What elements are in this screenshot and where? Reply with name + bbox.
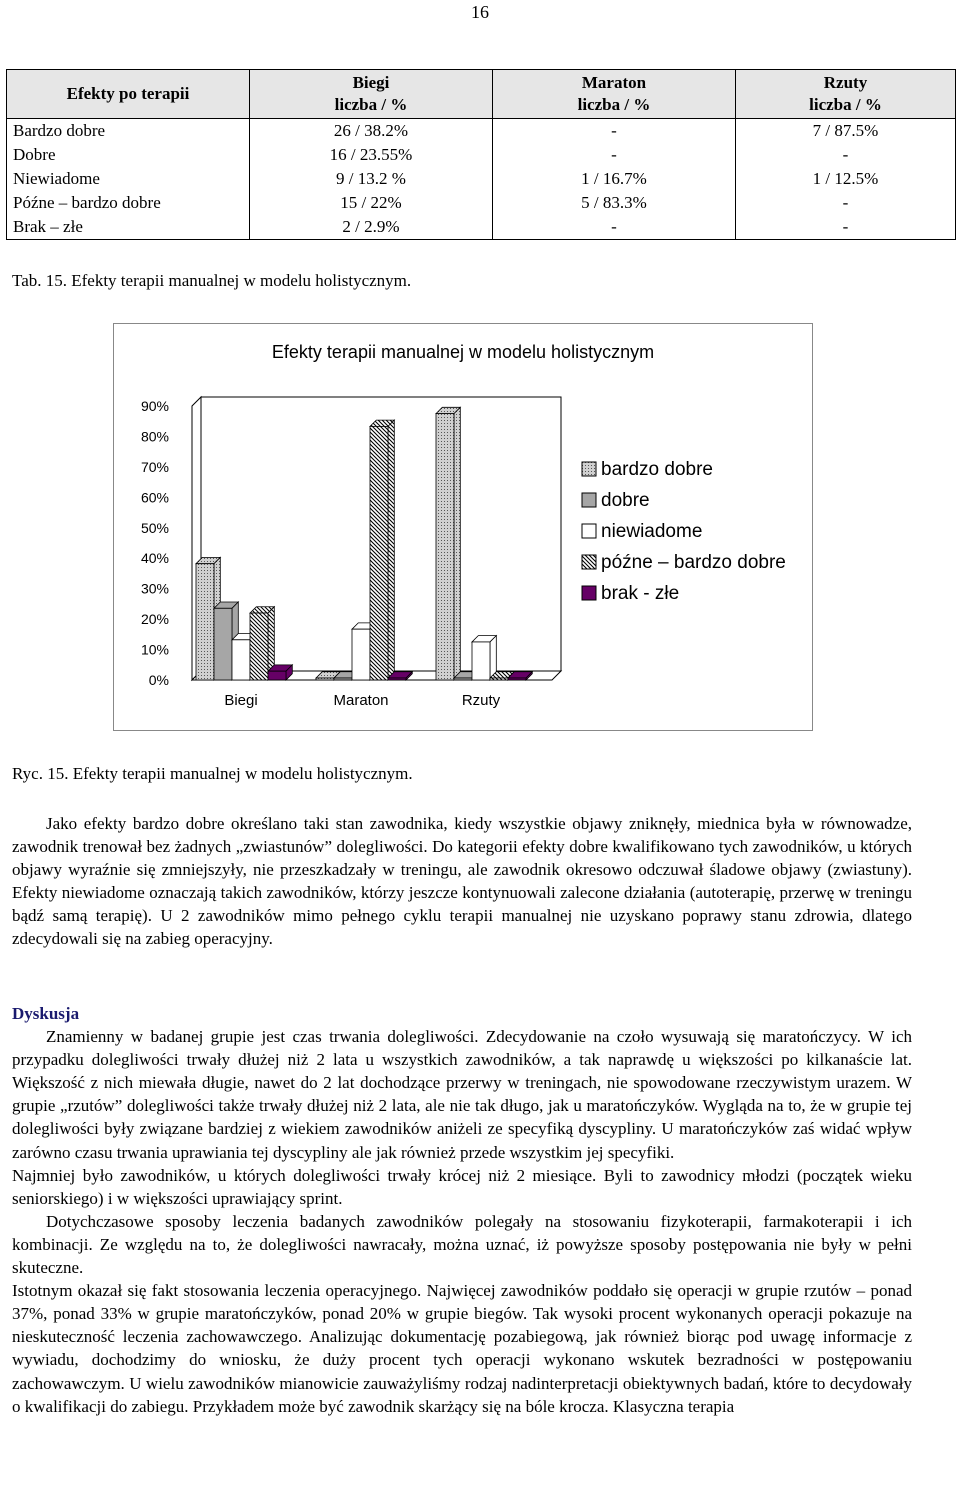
- table-cell: 1 / 12.5%: [736, 167, 956, 191]
- bar: [250, 613, 268, 680]
- table-cell: Bardzo dobre: [7, 119, 250, 144]
- chart-title: Efekty terapii manualnej w modelu holistycznym: [271, 342, 655, 362]
- table-cell: 16 / 23.55%: [250, 143, 493, 167]
- table-row: [7, 215, 956, 240]
- results-table: [6, 69, 956, 240]
- header-line: liczba / %: [577, 95, 651, 114]
- table-row: [7, 191, 956, 215]
- y-tick-label: 20%: [140, 611, 169, 628]
- table-caption: Tab. 15. Efekty terapii manualnej w modelu holistycznym.: [12, 271, 412, 290]
- table-cell: Późne – bardzo dobre: [7, 191, 250, 215]
- bar: [370, 426, 388, 680]
- table-row: [7, 167, 956, 191]
- legend-swatch: [582, 524, 596, 538]
- table-row: [7, 119, 956, 144]
- table-cell: 5 / 83.3%: [493, 191, 736, 215]
- table-header-cell: [736, 70, 956, 119]
- discussion-paragraph: Istotnym okazał się fakt stosowania leczenia operacyjnego. Najwięcej zawodników poddało się operacji w grupie rzutów – ponad 37%, ponad 33% w grupie maratończyków, ponad 20% w grupie biegów. Tak wysoki procent wykonanych operacji pokazuje na nieskuteczność leczenia zachowawczego. Analizując dokumentację pozabiegową, jak również biorąc pod uwagę informacje z wywiadu, dochodzimy do wniosku, że duży procent tych operacji wykonano wskutek bezradności w postępowaniu zachowawczym. U wielu zawodników mianowicie zauważyliśmy rodzaj nadinterpretacji obiektywnych badań, które to decydowały o kwalifikacji do zabiegu. Przykładem może być zawodnik skarżący się na bóle krocza. Klasyczna terapia: [12, 1281, 912, 1416]
- header-line: liczba / %: [809, 95, 882, 114]
- table-cell: Brak – złe: [7, 215, 250, 240]
- discussion-paragraph: Najmniej było zawodników, u których dolegliwości trwały krócej niż 2 miesiące. Byli to zawodnicy młodzi (początek wieku seniorskiego) i w większości uprawiający sprint.: [12, 1165, 912, 1208]
- y-tick-label: 10%: [140, 641, 169, 658]
- y-tick-label: 90%: [140, 398, 169, 414]
- bar: [334, 678, 352, 680]
- header-line: Maraton: [581, 73, 647, 92]
- y-tick-label: 0%: [148, 672, 169, 688]
- table-header-cell: [250, 70, 493, 119]
- bar-chart: [114, 324, 812, 730]
- x-tick-label: Biegi: [224, 692, 258, 709]
- y-tick-label: 60%: [140, 489, 169, 506]
- figure-caption: Ryc. 15. Efekty terapii manualnej w modelu holistycznym.: [12, 764, 413, 783]
- y-tick-label: 70%: [140, 458, 169, 475]
- legend-swatch: [582, 462, 596, 476]
- legend-label: brak - złe: [601, 583, 680, 604]
- header-line: Rzuty: [823, 73, 868, 92]
- table-cell: Niewiadome: [7, 167, 250, 191]
- page-number: 16: [471, 2, 489, 22]
- table-cell: 15 / 22%: [250, 191, 493, 215]
- table-header-cell: [493, 70, 736, 119]
- legend-label: dobre: [601, 490, 650, 511]
- bar: [214, 608, 232, 680]
- discussion-heading: Dyskusja: [12, 1004, 80, 1023]
- bar: [196, 564, 214, 680]
- y-tick-label: 80%: [140, 428, 169, 445]
- table-cell: 26 / 38.2%: [250, 119, 493, 144]
- chart-container: [113, 323, 813, 731]
- table-header-row: [7, 70, 956, 119]
- bar: [436, 414, 454, 680]
- header-line: liczba / %: [334, 95, 408, 114]
- table-row: [7, 143, 956, 167]
- table-cell: 1 / 16.7%: [493, 167, 736, 191]
- table-cell: 9 / 13.2 %: [250, 167, 493, 191]
- legend-swatch: [582, 493, 596, 507]
- table-header-cell: [7, 70, 250, 119]
- table-cell: 2 / 2.9%: [250, 215, 493, 240]
- legend-swatch: [582, 586, 596, 600]
- bar: [352, 629, 370, 680]
- y-tick-label: 30%: [140, 580, 169, 597]
- discussion-section: [12, 1002, 912, 1418]
- bar: [232, 640, 250, 680]
- legend-label: późne – bardzo dobre: [601, 552, 786, 573]
- legend-swatch: [582, 555, 596, 569]
- table-cell: -: [736, 191, 956, 215]
- bar: [490, 678, 508, 680]
- bar-side-face: [388, 420, 394, 680]
- x-tick-label: Rzuty: [461, 692, 501, 709]
- table-cell: -: [493, 215, 736, 240]
- bar: [454, 678, 472, 680]
- bar: [268, 671, 286, 680]
- legend-label: bardzo dobre: [601, 459, 713, 480]
- discussion-paragraph: Znamienny w badanej grupie jest czas trwania dolegliwości. Zdecydowanie na czoło wysuwają się maratończycy. W ich przypadku dolegliwości trwały dłużej niż 2 lata u wszystkich zawodników, a tak naprawdę u większości po kilkanaście lat. Większość z nich miewała długie, nawet do 2 lat dochodzące przerwy w treningach, nie spowodowane rzeczywistym urazem. W grupie „rzutów” dolegliwości także trwały dłużej niż 2 lata, ale nie tak długo, jak u maratończyków. Wygląda na to, że w grupie tej dolegliwości były związane bardziej z wiekiem zawodników aniżeli ze specyfiką dyscypliny. U maratończyków zaś widać wpływ zarówno czasu trwania uprawiania tej dyscypliny ale jak również przede wszystkim jej specyfiki.: [12, 1027, 912, 1162]
- header-line: Biegi: [352, 73, 390, 92]
- bar: [472, 642, 490, 680]
- table-cell: 7 / 87.5%: [736, 119, 956, 144]
- table-cell: -: [493, 119, 736, 144]
- header-line: Efekty po terapii: [66, 84, 190, 103]
- bar: [508, 678, 526, 680]
- table-cell: -: [736, 143, 956, 167]
- discussion-paragraph: Dotychczasowe sposoby leczenia badanych zawodników polegały na stosowaniu fizykoterapii, farmakoterapii i ich kombinacji. Ze względu na to, że dolegliwości nawracały, można uznać, iż powyższe sposoby postępowania nie były w pełni skuteczne.: [12, 1211, 912, 1278]
- y-tick-label: 40%: [140, 550, 169, 567]
- table-cell: -: [493, 143, 736, 167]
- y-tick-label: 50%: [140, 519, 169, 536]
- legend-label: niewiadome: [601, 521, 703, 542]
- x-tick-label: Maraton: [333, 692, 389, 709]
- results-paragraph: Jako efekty bardzo dobre określano taki stan zawodnika, kiedy wszystkie objawy zniknęły, miednica była w równowadze, zawodnik trenował bez żadnych „zwiastunów” dolegliwości. Do kategorii efekty dobre kwalifikowano tych zawodników, u których objawy wyraźnie się zmniejszyły, nie przeszkadzały w treningu, ale zawodnik okresowo odczuwał śladowe objawy (zwiastuny). Efekty niewiadome oznaczają takich zawodników, którzy jeszcze kontynuowali zalecone działania (autoterapię, przerwę w treningu bądź samą terapię). U 2 zawodników mimo pełnego cyklu terapii manualnej nie uzyskano poprawy stanu zdrowia, dlatego zdecydowali się na zabieg operacyjny.: [12, 814, 912, 949]
- results-text-block: [12, 812, 912, 951]
- bar: [316, 678, 334, 680]
- table-cell: -: [736, 215, 956, 240]
- bar: [388, 678, 406, 680]
- table-cell: Dobre: [7, 143, 250, 167]
- bar-side-face: [454, 407, 460, 680]
